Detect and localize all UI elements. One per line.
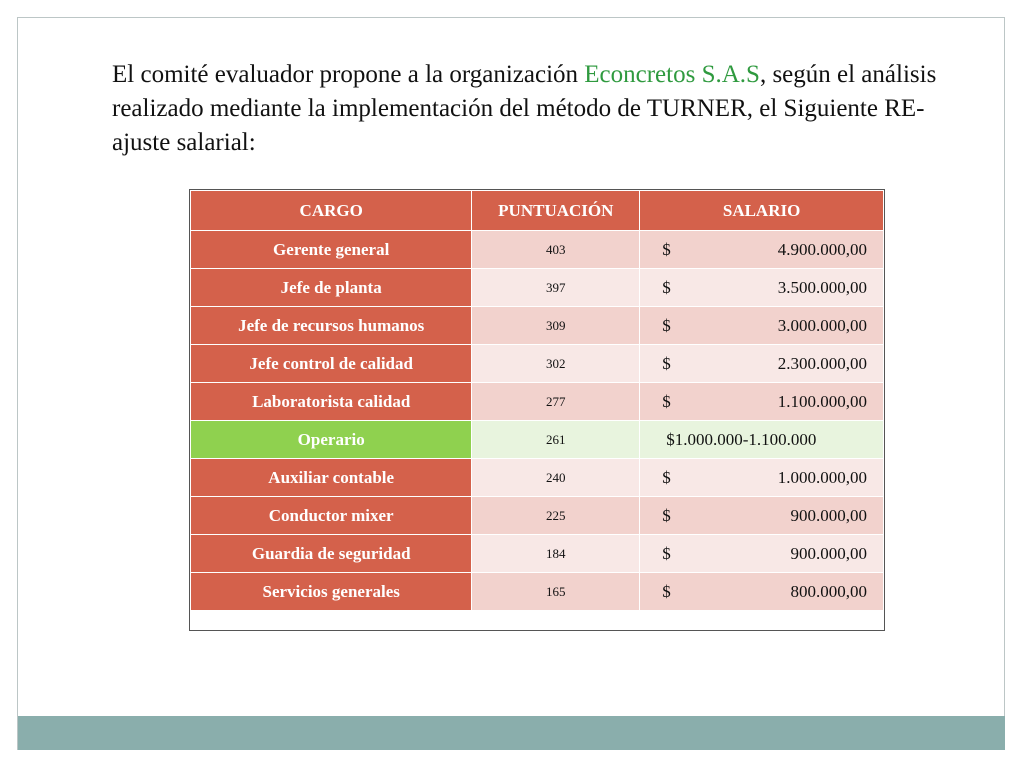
currency-symbol: $: [662, 581, 671, 601]
salary-amount: 3.000.000,00: [777, 315, 867, 335]
table-row: [191, 573, 884, 611]
salario-cell: [640, 231, 884, 269]
salario-cell: [640, 459, 884, 497]
cargo-cell: Gerente general: [191, 231, 472, 269]
puntuacion-cell: 403: [472, 231, 640, 269]
currency-symbol: $: [662, 277, 671, 297]
puntuacion-cell: 240: [472, 459, 640, 497]
puntuacion-cell: 302: [472, 345, 640, 383]
currency-symbol: $: [662, 239, 671, 259]
cargo-cell: Jefe control de calidad: [191, 345, 472, 383]
table-row: [191, 269, 884, 307]
table-row: [191, 307, 884, 345]
puntuacion-cell: 184: [472, 535, 640, 573]
cargo-cell: Conductor mixer: [191, 497, 472, 535]
salary-amount: 2.300.000,00: [777, 353, 867, 373]
salary-amount: 900.000,00: [790, 543, 867, 563]
table-row: [191, 459, 884, 497]
currency-symbol: $: [662, 543, 671, 563]
salario-cell: [640, 345, 884, 383]
puntuacion-cell: 261: [472, 421, 640, 459]
salary-amount: 900.000,00: [790, 505, 867, 525]
puntuacion-cell: 397: [472, 269, 640, 307]
cargo-cell: Jefe de recursos humanos: [191, 307, 472, 345]
salario-cell: [640, 421, 884, 459]
cargo-cell: Jefe de planta: [191, 269, 472, 307]
puntuacion-cell: 277: [472, 383, 640, 421]
table-row: [191, 231, 884, 269]
currency-symbol: $: [662, 391, 671, 411]
table-header-row: [191, 191, 884, 231]
puntuacion-cell: 309: [472, 307, 640, 345]
table-row-highlighted: [191, 421, 884, 459]
table-row: [191, 535, 884, 573]
cargo-cell: Guardia de seguridad: [191, 535, 472, 573]
header-cargo: CARGO: [191, 191, 472, 231]
puntuacion-cell: 165: [472, 573, 640, 611]
currency-symbol: $: [662, 505, 671, 525]
table-row: [191, 383, 884, 421]
puntuacion-cell: 225: [472, 497, 640, 535]
intro-paragraph: [112, 58, 972, 160]
salary-amount: 3.500.000,00: [777, 277, 867, 297]
header-puntuacion: PUNTUACIÓN: [472, 191, 640, 231]
salario-cell: [640, 573, 884, 611]
salario-cell: [640, 383, 884, 421]
cargo-cell: Auxiliar contable: [191, 459, 472, 497]
table-row: [191, 345, 884, 383]
salario-cell: [640, 307, 884, 345]
salario-cell: [640, 269, 884, 307]
table-row: [191, 497, 884, 535]
currency-symbol: $: [662, 353, 671, 373]
salario-cell: [640, 497, 884, 535]
salary-amount: 1.100.000,00: [777, 391, 867, 411]
currency-symbol: $: [662, 467, 671, 487]
cargo-cell: Operario: [191, 421, 472, 459]
header-salario: SALARIO: [640, 191, 884, 231]
cargo-cell: Servicios generales: [191, 573, 472, 611]
salary-amount: 4.900.000,00: [777, 239, 867, 259]
footer-bar: [18, 716, 1005, 750]
salary-amount: 1.000.000,00: [777, 467, 867, 487]
salario-cell: [640, 535, 884, 573]
intro-text-after: , según el análisis realizado mediante la implementación del método de TURNER, el Siguiente RE- ajuste salarial:: [112, 61, 937, 156]
intro-text-before: El comité evaluador propone a la organización: [112, 61, 585, 88]
company-name: Econcretos S.A.S: [584, 61, 760, 88]
cargo-cell: Laboratorista calidad: [191, 383, 472, 421]
currency-symbol: $: [662, 315, 671, 335]
salary-table: [190, 190, 884, 611]
salary-range: $1.000.000-1.100.000: [666, 429, 817, 449]
salary-amount: 800.000,00: [790, 581, 867, 601]
